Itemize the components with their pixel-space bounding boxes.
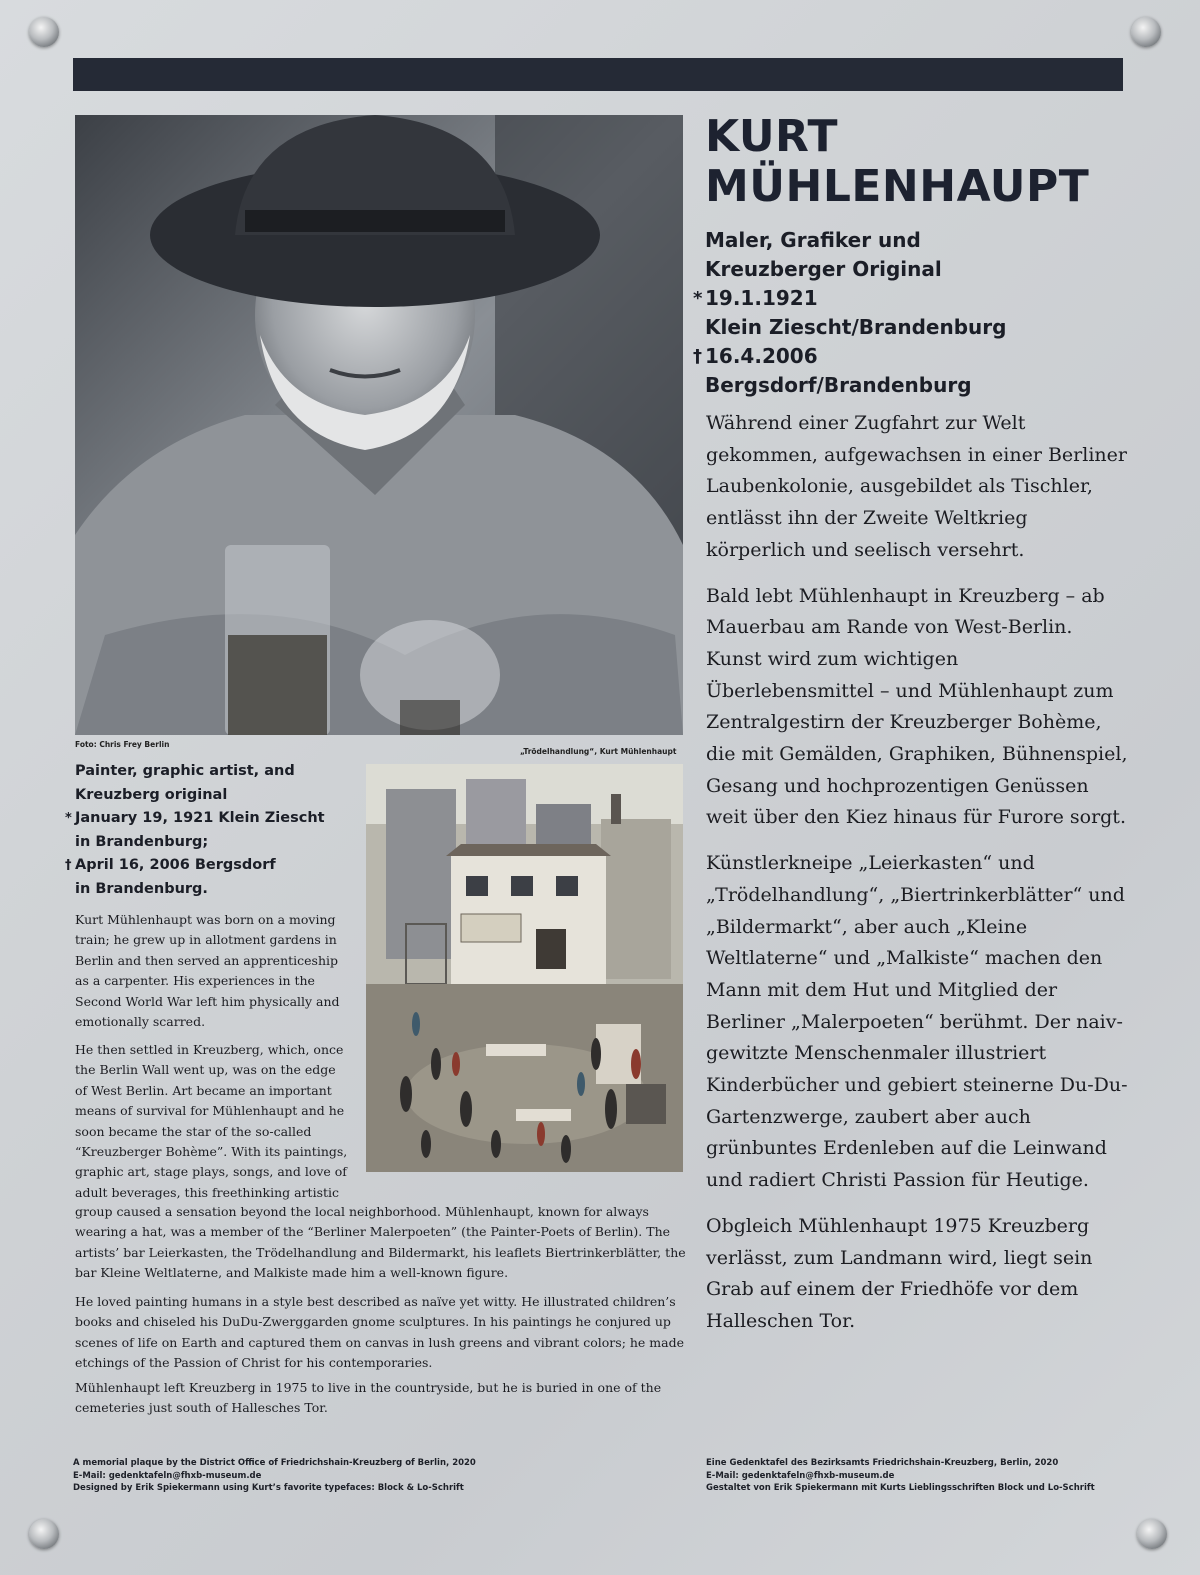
death-mark: † xyxy=(693,346,702,367)
birth-line-de xyxy=(693,284,1145,313)
footer-de xyxy=(706,1457,1095,1495)
header-bar xyxy=(73,58,1123,91)
birth-en: January 19, 1921 Klein Ziescht xyxy=(75,810,325,826)
subtitle-en-line: Kreuzberg original xyxy=(75,786,228,803)
body-en-paragraph: group caused a sensation beyond the local neighborhood. Mühlenhaupt, known for always wearing a hat, was a member of the “Berliner Malerpoeten” (the Painter-Poets of Berlin). The artists’ bar Leierkasten, the Trödelhandlung and Bildermarkt, his leaflets Biertrinkerblätter, the bar Kleine Weltlaterne, and Malkiste made him a well-known figure. xyxy=(75,1204,686,1281)
death-place-de: Bergsdorf/Brandenburg xyxy=(705,373,972,397)
subtitle-en xyxy=(65,760,355,901)
footer-line: A memorial plaque by the District Office of Friedrichshain-Kreuzberg of Berlin, 2020 xyxy=(73,1458,476,1468)
birth-line-en xyxy=(65,807,355,831)
body-en-paragraph: He loved painting humans in a style best described as naïve yet witty. He illustrated children’s books and chiseled his DuDu-Zwerggarden gnome sculptures. In his paintings he conjured up scenes of life on Earth and captured them on canvas in lush greens and vibrant colors; he made etchings of the Passion of Christ for his contemporaries. xyxy=(75,1294,685,1371)
footer-line: Eine Gedenktafel des Bezirksamts Friedrichshain-Kreuzberg, Berlin, 2020 xyxy=(706,1458,1059,1468)
subtitle-de-line: Kreuzberger Original xyxy=(705,257,942,281)
death-line-en xyxy=(65,854,355,878)
page-title xyxy=(705,112,1165,212)
painting-caption: „Trödelhandlung“, Kurt Mühlenhaupt xyxy=(520,747,677,756)
body-de xyxy=(706,408,1131,1352)
birth-mark: * xyxy=(65,811,72,826)
subtitle-de xyxy=(693,226,1145,400)
body-de-paragraph: Bald lebt Mühlenhaupt in Kreuzberg – ab Mauerbau am Rande von West-Berlin. Kunst wird zum wichtigen Überlebensmittel – und Mühlenhaupt zum Zentralgestirn der Kreuzberger Bohème, die mit Gemälden, Graphiken, Bühnenspiel, Gesang und hochprozentigen Genüssen weit über den Kiez hinaus für Furore sorgt. xyxy=(706,584,1128,829)
body-de-paragraph: Künstlerkneipe „Leierkasten“ und „Trödelhandlung“, „Biertrinkerblätter“ und „Bildermarkt“, aber auch „Kleine Weltlaterne“ und „Malkiste“ machen den Mann mit dem Hut und Mitglied der Berliner „Malerpoeten“ berühmt. Der naiv-gewitzte Menschenmaler illustriert Kinderbücher und gebiert steinerne Du-Du-Gartenzwerge, zaubert aber auch grünbuntes Erdenleben auf die Leinwand und radiert Christi Passion für Heutige. xyxy=(706,852,1128,1192)
death-mark: † xyxy=(65,858,72,873)
subtitle-en-line: Painter, graphic artist, and xyxy=(75,763,295,779)
birth-place-de: Klein Ziescht/Brandenburg xyxy=(705,315,1007,339)
body-de-paragraph: Während einer Zugfahrt zur Welt gekommen, aufgewachsen in einer Berliner Laubenkolonie, ausgebildet als Tischler, entlässt ihn der Zweite Weltkrieg körperlich und seelisch versehrt. xyxy=(706,412,1127,561)
body-en-paragraph: Kurt Mühlenhaupt was born on a moving train; he grew up in allotment gardens in Berlin and then served an apprenticeship as a carpenter. His experiences in the Second World War left him physically and emotionally scarred. xyxy=(75,912,340,1030)
death-date-de: 16.4.2006 xyxy=(705,344,818,368)
death-line-de xyxy=(693,342,1145,371)
footer-line: Gestaltet von Erik Spiekermann mit Kurts Lieblingsschriften Block und Lo-Schrift xyxy=(706,1483,1095,1493)
footer-line: Designed by Erik Spiekermann using Kurt’s favorite typefaces: Block & Lo-Schrift xyxy=(73,1483,464,1493)
screw-icon xyxy=(1131,17,1161,47)
death-en: April 16, 2006 Bergsdorf xyxy=(75,857,276,873)
title-first-name: KURT xyxy=(705,111,838,162)
footer-en xyxy=(73,1457,476,1495)
painting-troedelhandlung xyxy=(366,764,683,1172)
birth-date-de: 19.1.1921 xyxy=(705,286,818,310)
screw-icon xyxy=(1137,1519,1167,1549)
portrait-photo xyxy=(75,115,683,735)
screw-icon xyxy=(29,17,59,47)
body-en-paragraph: He then settled in Kreuzberg, which, once the Berlin Wall went up, was on the edge of West Berlin. Art became an important means of survival for Mühlenhaupt and he soon became the star of the so-called “Kreuzberger Bohème”. With its paintings, graphic art, stage plays, songs, and love of adult beverages, this freethinking artistic xyxy=(75,1042,348,1200)
birth-mark: * xyxy=(693,288,703,309)
photo-credit: Foto: Chris Frey Berlin xyxy=(75,740,170,749)
screw-icon xyxy=(29,1519,59,1549)
title-last-name: MÜHLENHAUPT xyxy=(705,161,1090,212)
footer-email: E-Mail: gedenktafeln@fhxb-museum.de xyxy=(706,1470,895,1481)
subtitle-en-line: in Brandenburg. xyxy=(75,880,208,897)
subtitle-en-line: in Brandenburg; xyxy=(75,833,209,850)
body-en-paragraph: Mühlenhaupt left Kreuzberg in 1975 to live in the countryside, but he is buried in one of the cemeteries just south of Hallesches Tor. xyxy=(75,1380,662,1416)
body-de-paragraph: Obgleich Mühlenhaupt 1975 Kreuzberg verlässt, zum Landmann wird, liegt sein Grab auf einem der Friedhöfe vor dem Halleschen Tor. xyxy=(706,1214,1093,1332)
footer-email: E-Mail: gedenktafeln@fhxb-museum.de xyxy=(73,1470,262,1481)
subtitle-de-line: Maler, Grafiker und xyxy=(705,228,921,252)
